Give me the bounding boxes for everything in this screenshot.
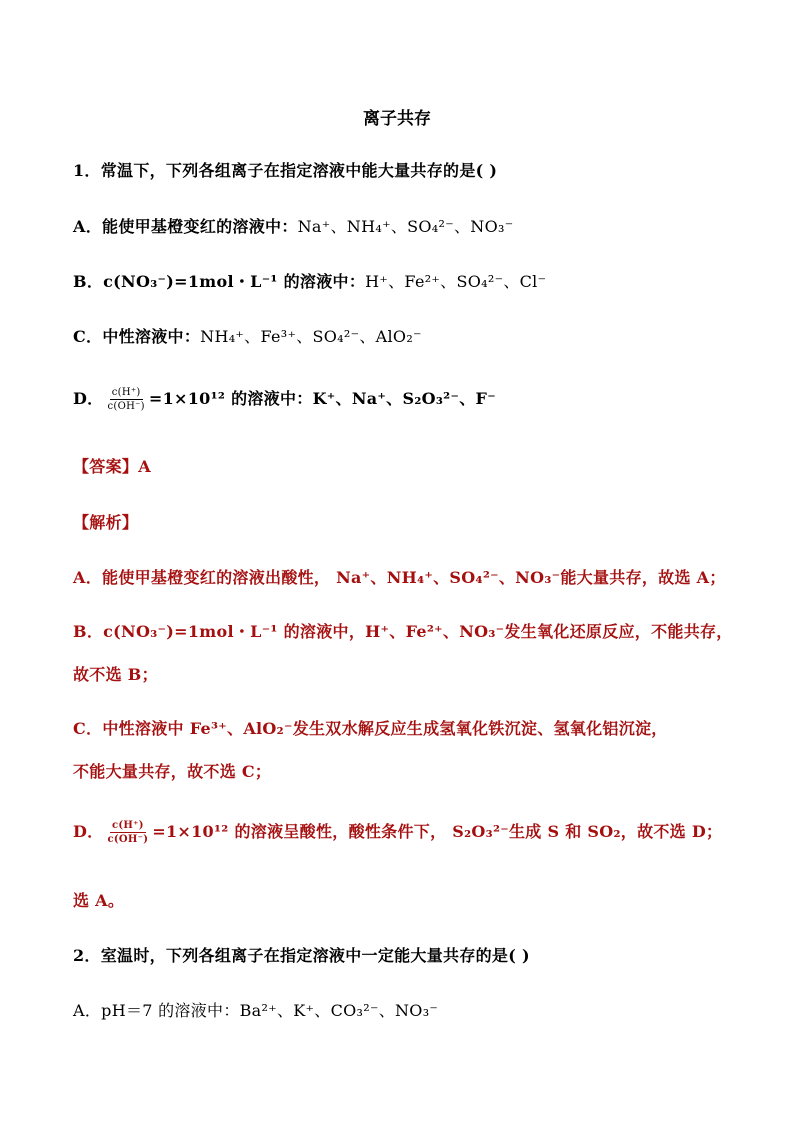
fraction-numerator: c(H⁺) xyxy=(111,387,141,398)
analysis-final: 选 A。 xyxy=(73,891,125,910)
fraction-denominator: c(OH⁻) xyxy=(107,401,145,412)
analysis-d-rest: =1×10¹² 的溶液呈酸性，酸性条件下， S₂O₃²⁻生成 S 和 SO₂，故不选 D； xyxy=(152,822,723,841)
question-2-option-a: A．pH＝7 的溶液中：Ba²⁺、K⁺、CO₃²⁻、NO₃⁻ xyxy=(73,1001,439,1020)
analysis-d-label: D． xyxy=(73,822,104,841)
option-b-prefix: B．c(NO₃⁻)=1mol・L⁻¹ 的溶液中： xyxy=(73,272,366,291)
question-1-option-b xyxy=(73,271,546,293)
analysis-d-fraction xyxy=(105,819,150,846)
page-title: 离子共存 xyxy=(363,109,431,129)
question-2-stem: 2．室温时，下列各组离子在指定溶液中一定能大量共存的是( ) xyxy=(73,946,530,965)
analysis-d xyxy=(73,819,722,846)
fraction-numerator: c(H⁺) xyxy=(111,820,144,831)
analysis-c-line-2: 不能大量共存，故不选 C； xyxy=(73,762,272,781)
option-d-fraction xyxy=(105,386,146,413)
analysis-c-line-1: C．中性溶液中 Fe³⁺、AlO₂⁻发生双水解反应生成氢氧化铁沉淀、氢氧化铝沉淀， xyxy=(73,719,668,738)
analysis-heading: 【解析】 xyxy=(73,513,139,532)
question-1-stem: 1．常温下，下列各组离子在指定溶液中能大量共存的是( ) xyxy=(73,161,498,180)
option-a-ions: Na⁺、NH₄⁺、SO₄²⁻、NO₃⁻ xyxy=(297,217,514,236)
question-1-option-a xyxy=(73,216,513,238)
option-d-label: D． xyxy=(73,389,104,408)
analysis-b-line-2: 故不选 B； xyxy=(73,665,158,684)
analysis-b-line-1: B．c(NO₃⁻)=1mol・L⁻¹ 的溶液中，H⁺、Fe²⁺、NO₃⁻发生氧化还原反应，不能共存， xyxy=(73,622,733,641)
question-1-option-d xyxy=(73,386,496,413)
option-c-prefix: C．中性溶液中： xyxy=(73,327,201,346)
analysis-a: A．能使甲基橙变红的溶液出酸性， Na⁺、NH₄⁺、SO₄²⁻、NO₃⁻能大量共存，故选 A； xyxy=(73,568,726,587)
option-a-prefix: A．能使甲基橙变红的溶液中： xyxy=(73,217,298,236)
question-1-option-c xyxy=(73,326,422,348)
option-c-ions: NH₄⁺、Fe³⁺、SO₄²⁻、AlO₂⁻ xyxy=(200,327,422,346)
answer-line: 【答案】A xyxy=(73,457,151,476)
fraction-denominator: c(OH⁻) xyxy=(107,834,149,845)
option-b-ions: H⁺、Fe²⁺、SO₄²⁻、Cl⁻ xyxy=(365,272,547,291)
option-d-rest: =1×10¹² 的溶液中：K⁺、Na⁺、S₂O₃²⁻、F⁻ xyxy=(148,389,496,408)
